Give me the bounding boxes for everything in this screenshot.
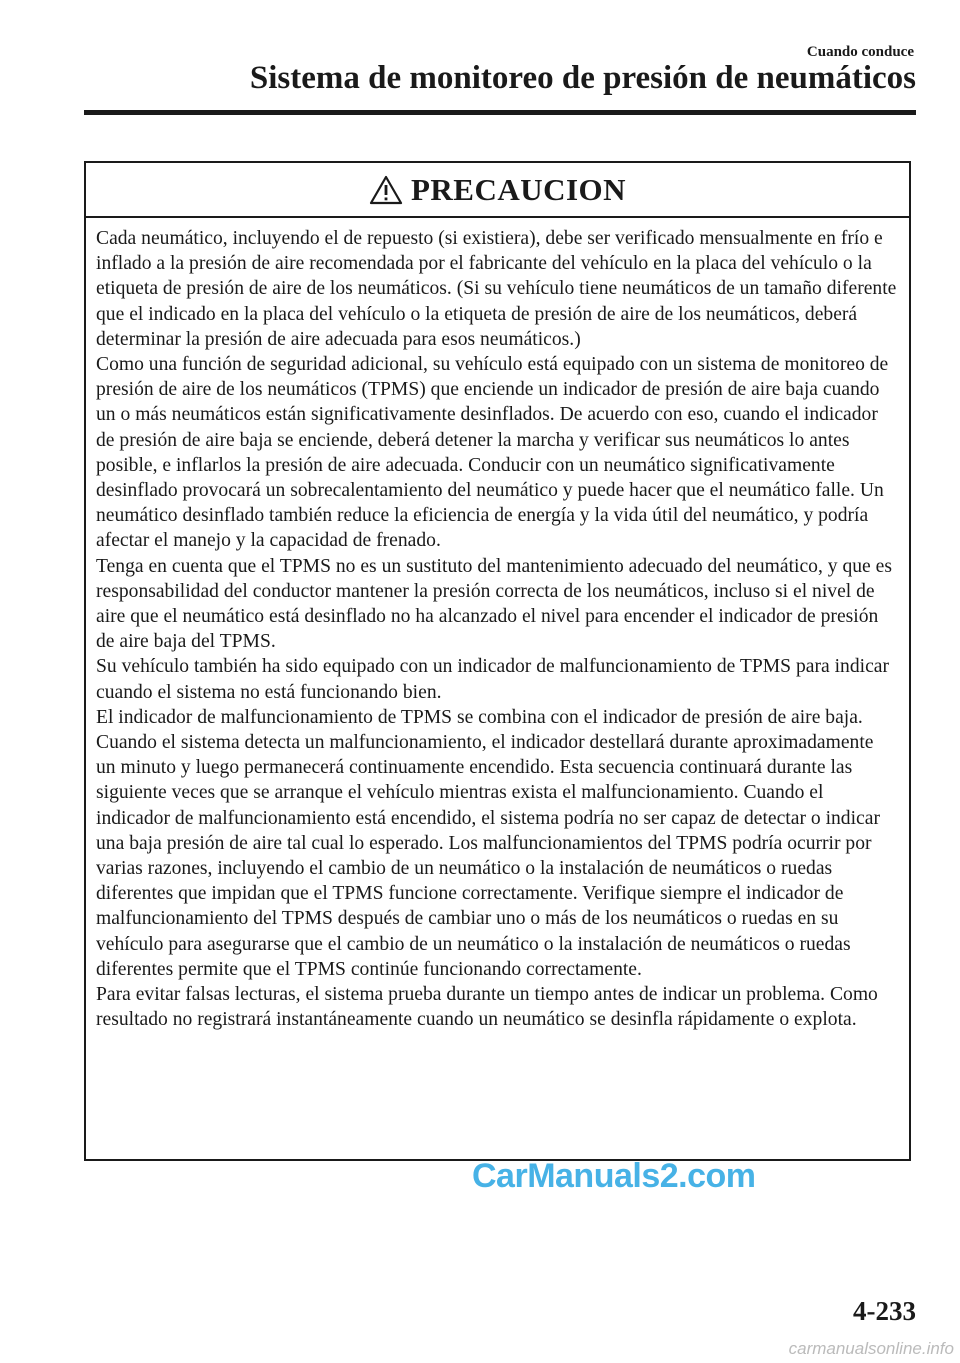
caution-paragraph: Su vehículo también ha sido equipado con un indicador de malfuncionamiento de TPMS para indicar cuando el sistema no está funcionando bien. [96,656,889,703]
watermark-logo: CarManuals2.com [472,1157,756,1195]
page-number: 4-233 [853,1296,916,1326]
warning-triangle-icon [369,175,403,205]
caution-paragraph: Para evitar falsas lecturas, el sistema prueba durante un tiempo antes de indicar un problema. Como resultado no registrará instantáneamente cuando un neumático se desinfla rápidamente o explota. [96,984,878,1031]
caution-paragraph: Cada neumático, incluyendo el de repuesto (si existiera), debe ser verificado mensualmente en frío e inflado a la presión de aire recomendada por el fabricante del vehículo en la placa del vehículo o la etiqueta de presión de aire de los neumáticos. (Si su vehículo tiene neumáticos de un tamaño diferente que el indicado en la placa del vehículo o la etiqueta de presión de aire de los neumáticos, deberá determinar la presión de aire adecuada para esos neumáticos.) [96,228,897,350]
page-title: Sistema de monitoreo de presión de neumáticos [249,60,916,96]
caution-paragraph: Tenga en cuenta que el TPMS no es un sustituto del mantenimiento adecuado del neumático, y que es responsabilidad del conductor mantener la presión correcta de los neumáticos, incluso si el nivel de aire que el neumático está desinflado no ha alcanzado el nivel para encender el indicador de presión de aire baja del TPMS. [96,555,892,653]
section-label: Cuando conduce [806,44,914,60]
caution-paragraph: El indicador de malfuncionamiento de TPMS se combina con el indicador de presión de aire baja. Cuando el sistema detecta un malfuncionamiento, el indicador destellará durante aproximadamente un minuto y luego permanecerá continuamente encendido. Esta secuencia continuará durante las siguiente veces que se arranque el vehículo mientras exista el malfuncionamiento. Cuando el indicador de malfuncionamiento está encendido, el sistema podría no ser capaz de detectar o indicar una baja presión de aire tal cual lo esperado. Los malfuncionamientos del TPMS podría ocurrir por varias razones, incluyendo el cambio de un neumático o la instalación de neumáticos o ruedas diferentes que impidan que el TPMS funcione correctamente. Verifique siempre el indicador de malfuncionamiento del TPMS después de cambiar uno o más de los neumáticos o ruedas en su vehículo para asegurarse que el cambio de un neumático o la instalación de neumáticos o ruedas diferentes permite que el TPMS continúe funcionando correctamente. [96,706,880,980]
header-divider [84,110,916,115]
footer-url: carmanualsonline.info [788,1339,954,1358]
caution-body [86,218,909,1033]
caution-header [86,163,909,218]
caution-box [84,161,911,1161]
caution-title: PRECAUCION [410,171,627,207]
caution-paragraph: Como una función de seguridad adicional, su vehículo está equipado con un sistema de monitoreo de presión de aire de los neumáticos (TPMS) que enciende un indicador de presión de aire baja cuando un o más neumáticos están significativamente desinflados. De acuerdo con eso, cuando el indicador de presión de aire baja se enciende, deberá detener la marcha y verificar sus neumáticos lo antes posible, e inflarlos la presión de aire adecuada. Conducir con un neumático significativamente desinflado provocará un sobrecalentamiento del neumático y puede hacer que el neumático falle. Un neumático desinflado también reduce la eficiencia de energía y la vida útil del neumático, y podría afectar el manejo y la capacidad de frenado. [96,354,889,552]
